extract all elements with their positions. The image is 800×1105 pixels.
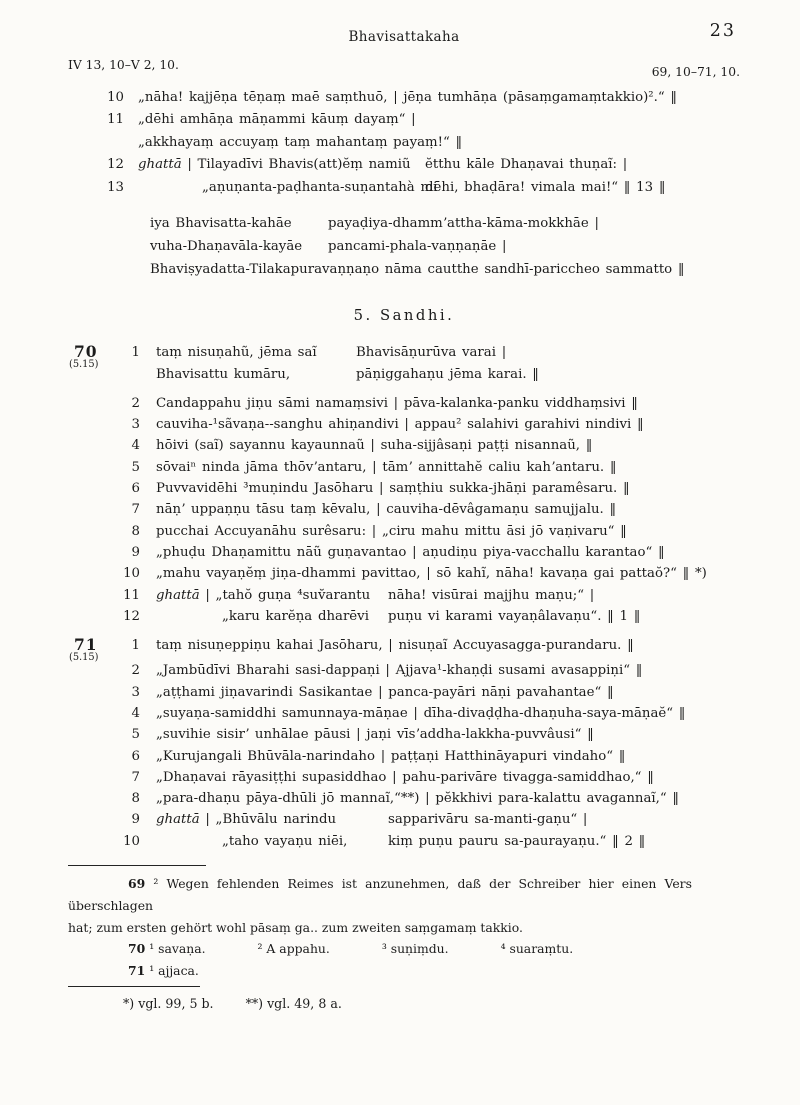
footnote-70 <box>68 938 740 960</box>
verse-hemistich-2: dēhi, bhaḍāra! vimala mai!“ ‖ 13 ‖ <box>425 179 666 195</box>
critical-apparatus <box>68 873 740 982</box>
verse-line <box>68 457 740 478</box>
verse-hemistich-2: kiṃ puṇu pauru sa-paurayaṇu.“ ‖ 2 ‖ <box>388 833 646 849</box>
verse-text: „akkhayaṃ accuyaṃ taṃ mahantaṃ payaṃ!“ ‖ <box>138 134 463 150</box>
verse-line <box>68 563 740 584</box>
verse-hemistich-1: Bhavisattu kumāru, <box>156 367 291 383</box>
verse-line-ghatta <box>68 177 740 199</box>
footnote-text: hat; zum ersten gehört wohl pāsaṃ ga.. zum zweiten saṃgamaṃ takkio. <box>68 919 523 935</box>
footnote-verse-number: 70 <box>128 941 146 957</box>
verse-hemistich-1: „aṇuṇanta-paḍhanta-suṇantahà mi <box>202 179 438 195</box>
verse-text: pucchai Accuyanāhu surêsaru: | „ciru mahu mittu āsi jō vaṇivaru“ ‖ <box>156 523 627 539</box>
verse-text: „dēhi amhāṇa māṇammi kāuṃ dayaṃ“ | <box>138 112 416 128</box>
colophon-text: pancami-phala-vaṇṇaṇāe | <box>328 239 507 255</box>
sandhi4-colophon <box>150 212 740 281</box>
line-number: 9 <box>131 812 140 828</box>
verse-text: „suvihie sisirʼ unhālae pāusi | jaṇi vīsʼaddha-lakkha-puvvâusi“ ‖ <box>156 727 594 743</box>
verse-hemistich-2: pāṇiggahaṇu jēma karai. ‖ <box>356 367 539 383</box>
verse-text: „Dhaṇavai rāyasiṭṭhi supasiddhao | pahu-parivāre tivagga-samiddhao,“ ‖ <box>156 769 654 785</box>
verse-line-ghatta <box>68 831 740 852</box>
line-number: 10 <box>107 90 124 105</box>
line-number: 11 <box>107 112 124 128</box>
verse-text: „phuḍu Dhaṇamittu nāũ guṇavantao | aṇudiṇu piya-vacchallu karantao“ ‖ <box>156 544 665 560</box>
footnote-text: ² Wegen fehlenden Reimes ist anzunehmen, daß der Schreiber hier einen Vers überschlagen <box>68 876 692 913</box>
line-number: 8 <box>131 523 140 539</box>
line-number: 9 <box>131 544 140 560</box>
footnote-variant: ⁴ suaraṃtu. <box>500 941 574 957</box>
stanza-70 <box>68 342 740 627</box>
verse-text: „Jambūdīvi Bharahi sasi-dappaṇi | Ajjava¹-khaṇḍi susami avasappiṇi“ ‖ <box>156 663 643 679</box>
line-number <box>68 132 138 154</box>
colophon-line <box>150 258 740 281</box>
cross-reference: *) vgl. 99, 5 b. <box>123 996 214 1012</box>
verse-line <box>68 364 740 386</box>
line-number: 2 <box>131 395 140 411</box>
verse-line <box>68 767 740 788</box>
verse-hemistich-2: sapparivāru sa-manti-gaṇu“ | <box>388 812 588 828</box>
line-number: 5 <box>131 459 140 475</box>
stanza-number: 71 <box>74 635 98 655</box>
footnote-71 <box>68 960 740 982</box>
footnote-verse-number: 69 <box>128 876 146 892</box>
footnote-69-continued <box>68 917 740 939</box>
stanza-subnumber: (5.15) <box>69 652 99 664</box>
verse-line-ghatta <box>68 585 740 606</box>
line-number: 10 <box>123 566 140 582</box>
verse-text: hōivi (saĩ) sayannu kayaunnaũ | suha-sijjâsaṇi paṭṭi nisannaũ, ‖ <box>156 438 593 454</box>
footnote-verse-number: 71 <box>128 963 146 979</box>
verse-line <box>68 393 740 414</box>
colophon-line <box>150 235 740 258</box>
verse-line <box>68 703 740 724</box>
verse-range-row <box>68 58 740 79</box>
verse-line <box>68 788 740 809</box>
verse-text: cauviha-¹sãvaṇa--sanghu ahiṇandivi | appau² salahivi garahivi nindivi ‖ <box>156 417 644 433</box>
verse-hemistich-2: ĕtthu kāle Dhaṇavai thuṇaĩ: | <box>425 157 628 173</box>
verse-text: taṃ nisuṇeppiṇu kahai Jasōharu, | nisuṇaĩ Accuyasagga-purandaru. ‖ <box>156 638 634 654</box>
stanza-number: 70 <box>74 342 98 362</box>
line-number: 3 <box>131 684 140 700</box>
verse-line <box>68 414 740 435</box>
colophon-text: iya Bhavisatta-kahāe <box>150 216 292 232</box>
verse-line <box>68 342 740 364</box>
verse-text: „Kurujangali Bhūvāla-narindaho | paṭṭaṇi Hatthināyapuri vindaho“ ‖ <box>156 748 626 764</box>
footnote-variant: ¹ savaṇa. <box>149 941 206 957</box>
verse-line-ghatta <box>68 154 740 176</box>
verse-text: | „Bhūvālu narindu <box>199 812 337 828</box>
verse-hemistich-2: Bhavisāṇurūva varai | <box>356 345 507 361</box>
verse-line <box>68 109 740 131</box>
colophon-line <box>150 212 740 235</box>
line-number: 1 <box>131 345 140 361</box>
verse-text: „suyaṇa-samiddhi samunnaya-māṇae | dīha-divaḍḍha-dhaṇuha-saya-māṇaĕ“ ‖ <box>156 706 686 721</box>
sandhi-heading: 5. Sandhi. <box>353 307 455 325</box>
verse-line <box>68 542 740 563</box>
verse-line <box>68 521 740 542</box>
ghatta-label: ghattā <box>156 587 200 603</box>
sandhi4-end-verses <box>68 87 740 199</box>
cross-references <box>123 996 740 1011</box>
verse-line-ghatta <box>68 606 740 627</box>
verse-text: | „tahŏ guṇa ⁴suv̆arantu <box>199 587 371 603</box>
footnote-variant: ³ suṇiṃdu. <box>381 941 449 957</box>
line-number: 3 <box>131 417 140 433</box>
verse-line <box>68 682 740 703</box>
running-head <box>68 21 740 48</box>
verse-text: „aṭṭhami jiṇavarindi Sasikantae | panca-payāri nāṇi pavahantae“ ‖ <box>156 684 614 700</box>
verse-text: nāṇʼ uppaṇṇu tāsu taṃ kēvalu, | cauviha-dēvâgamaṇu samujjalu. ‖ <box>156 502 617 518</box>
verse-text: „mahu vayaṇĕṃ jiṇa-dhammi pavittao, | sō kahĩ, nāha! kavaṇa gai pattaŏ?“ ‖ *) <box>156 566 707 582</box>
verse-line <box>68 478 740 499</box>
footnote-variant: ² A appahu. <box>257 941 330 957</box>
line-number: 6 <box>131 748 140 764</box>
stanza-subnumber: (5.15) <box>69 359 99 371</box>
range-right: 69, 10–71, 10. <box>651 65 740 79</box>
verse-line <box>68 746 740 767</box>
line-number: 8 <box>131 791 140 807</box>
verse-hemistich-1 <box>156 809 388 830</box>
ghatta-label: ghattā <box>138 157 182 173</box>
reference-rule <box>68 986 200 987</box>
stanza-71 <box>68 635 740 852</box>
page-number: 23 <box>709 21 736 41</box>
verse-text: „para-dhaṇu pāya-dhūli jō mannaĩ,“**) | pĕkkhivi para-kalattu avagannaĩ,“ ‖ <box>156 791 680 807</box>
line-number: 12 <box>123 608 140 624</box>
verse-text: Candappahu jiṇu sāmi namaṃsivi | pāva-kalanka-panku viddhaṃsivi ‖ <box>156 395 638 411</box>
verse-line-ghatta <box>68 809 740 830</box>
verse-hemistich-1 <box>138 154 425 176</box>
cross-reference: **) vgl. 49, 8 a. <box>245 996 342 1012</box>
stanza-label <box>69 635 134 664</box>
footnote-69 <box>68 873 740 917</box>
line-number: 4 <box>131 438 140 454</box>
verse-line <box>68 660 740 681</box>
line-number: 10 <box>123 833 140 849</box>
colophon-text: Bhaviṣyadatta-Tilakapuravaṇṇaṇo nāma cautthe sandhī-pariccheo sammatto ‖ <box>150 262 685 278</box>
ghatta-label: ghattā <box>156 812 200 828</box>
verse-line <box>68 635 740 656</box>
line-number: 12 <box>107 157 124 173</box>
verse-line <box>68 724 740 745</box>
verse-text: „nāha! kajjēṇa tēṇaṃ maē saṃthuō, | jēṇa tumhāṇa (pāsaṃgamaṃtakkio)².“ ‖ <box>138 90 677 105</box>
line-number: 7 <box>131 769 140 785</box>
verse-hemistich-1 <box>156 585 388 606</box>
verse-text: sōvaiⁿ ninda jāma thōvʼantaru, | tāmʼ annittahĕ caliu kahʼantaru. ‖ <box>156 459 617 475</box>
line-number: 13 <box>107 179 124 195</box>
line-number: 2 <box>131 663 140 679</box>
verse-text: | Tilayadīvi Bhavis(att)ĕṃ namiũ <box>181 157 411 173</box>
line-number: 5 <box>131 727 140 743</box>
verse-text: Puvvavidēhi ³muṇindu Jasōharu | saṃṭhiu sukka-jhāṇi paramêsaru. ‖ <box>156 481 630 497</box>
footnote-rule <box>68 865 206 866</box>
footnote-variant: ¹ ajjaca. <box>149 963 199 979</box>
line-number: 1 <box>131 638 140 654</box>
running-title: Bhavisattakaha <box>348 29 460 45</box>
verse-hemistich-1: „karu karĕṇa dharēvi <box>222 608 369 624</box>
stanza-label <box>69 342 134 371</box>
verse-line <box>68 435 740 456</box>
verse-hemistich-2: nāha! visūrai majjhu maṇu;“ | <box>388 587 595 603</box>
colophon-text: vuha-Dhaṇavāla-kayāe <box>150 239 303 255</box>
line-number: 4 <box>131 706 140 721</box>
verse-hemistich-1: „taho vayaṇu niēi, <box>222 833 348 849</box>
verse-line <box>68 499 740 520</box>
verse-line <box>68 132 740 154</box>
line-number: 7 <box>131 502 140 518</box>
line-number: 6 <box>131 481 140 497</box>
verse-hemistich-2: puṇu vi karami vayaṇâlavaṇu“. ‖ 1 ‖ <box>388 608 641 624</box>
verse-line <box>68 87 740 109</box>
colophon-text: payaḍiya-dhammʼattha-kāma-mokkhāe | <box>328 216 599 232</box>
line-number: 11 <box>123 587 140 603</box>
range-left: IV 13, 10–V 2, 10. <box>68 58 179 72</box>
verse-hemistich-1: taṃ nisuṇahũ, jēma saĩ <box>156 345 317 361</box>
